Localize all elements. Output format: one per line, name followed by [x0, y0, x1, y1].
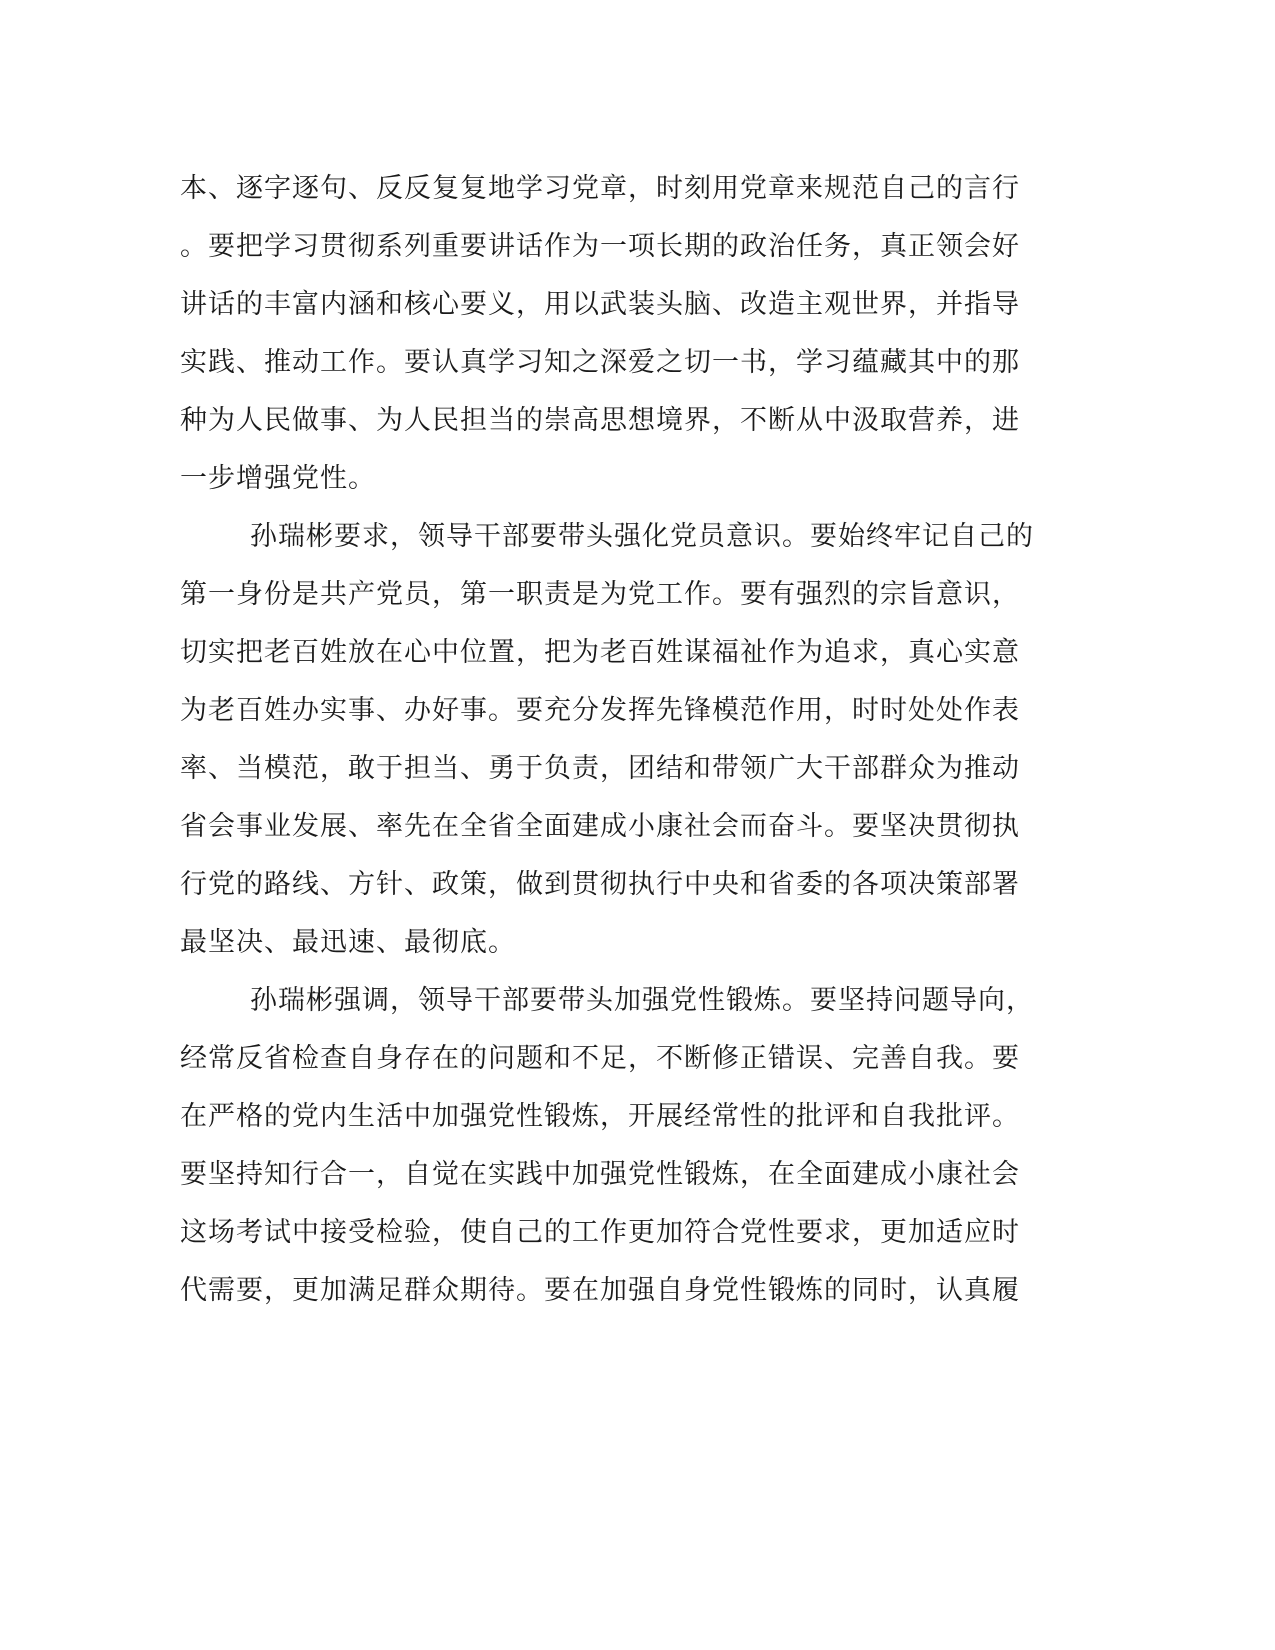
- text-line: 经常反省检查自身存在的问题和不足，不断修正错误、完善自我。要: [180, 1043, 1020, 1074]
- text-line: 为老百姓办实事、办好事。要充分发挥先锋模范作用，时时处处作表: [180, 695, 1020, 726]
- text-line: 。要把学习贯彻系列重要讲话作为一项长期的政治任务，真正领会好: [180, 231, 1020, 262]
- text-line: 实践、推动工作。要认真学习知之深爱之切一书，学习蕴藏其中的那: [180, 347, 1020, 378]
- text-line: 最坚决、最迅速、最彻底。: [180, 927, 516, 958]
- paragraph-start-line: 孙瑞彬强调，领导干部要带头加强党性锻炼。要坚持问题导向，: [250, 985, 1034, 1016]
- text-line: 一步增强党性。: [180, 463, 376, 494]
- text-line: 种为人民做事、为人民担当的崇高思想境界，不断从中汲取营养，进: [180, 405, 1020, 436]
- text-line: 行党的路线、方针、政策，做到贯彻执行中央和省委的各项决策部署: [180, 869, 1020, 900]
- paragraph-start-line: 孙瑞彬要求，领导干部要带头强化党员意识。要始终牢记自己的: [250, 521, 1034, 552]
- document-body: [180, 160, 1040, 1320]
- text-line: 代需要，更加满足群众期待。要在加强自身党性锻炼的同时，认真履: [180, 1275, 1020, 1306]
- text-line: 率、当模范，敢于担当、勇于负责，团结和带领广大干部群众为推动: [180, 753, 1020, 784]
- text-line: 要坚持知行合一，自觉在实践中加强党性锻炼，在全面建成小康社会: [180, 1159, 1020, 1190]
- text-line: 本、逐字逐句、反反复复地学习党章，时刻用党章来规范自己的言行: [180, 173, 1020, 204]
- text-line: 这场考试中接受检验，使自己的工作更加符合党性要求，更加适应时: [180, 1217, 1020, 1248]
- text-line: 省会事业发展、率先在全省全面建成小康社会而奋斗。要坚决贯彻执: [180, 811, 1020, 842]
- text-line: 第一身份是共产党员，第一职责是为党工作。要有强烈的宗旨意识，: [180, 579, 1020, 610]
- text-line: 切实把老百姓放在心中位置，把为老百姓谋福祉作为追求，真心实意: [180, 637, 1020, 668]
- text-line: 在严格的党内生活中加强党性锻炼，开展经常性的批评和自我批评。: [180, 1101, 1020, 1132]
- text-line: 讲话的丰富内涵和核心要义，用以武装头脑、改造主观世界，并指导: [180, 289, 1020, 320]
